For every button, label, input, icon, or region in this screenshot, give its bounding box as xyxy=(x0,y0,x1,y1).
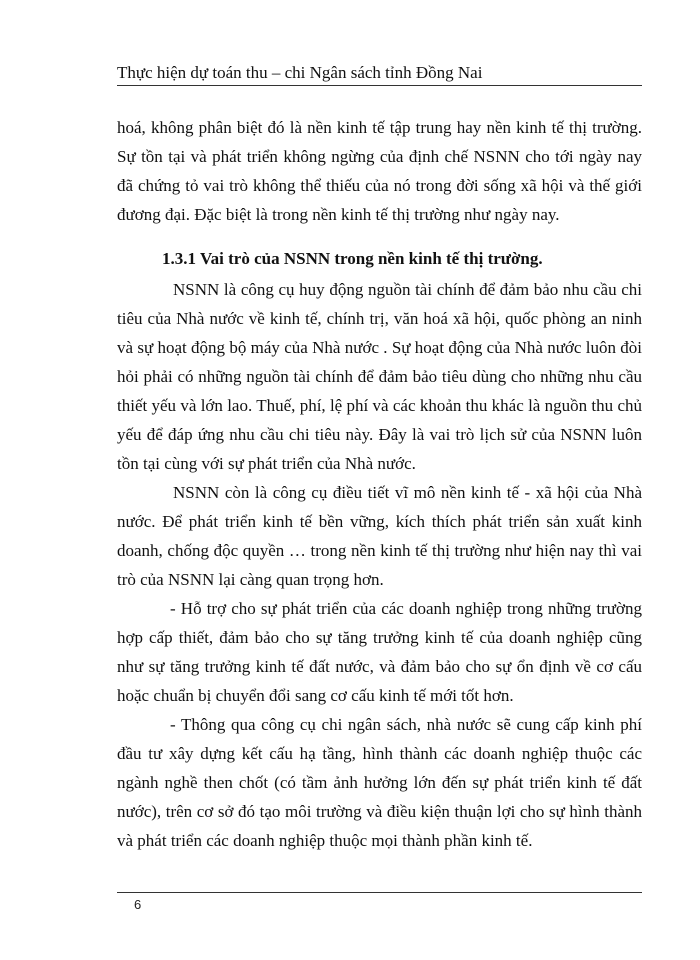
intro-paragraph: hoá, không phân biệt đó là nền kinh tế tập trung hay nền kinh tế thị trường. Sự tồn tại và phát triển không ngừng của định chế NSNN cho tới ngày nay đã chứng tỏ vai trò không thể thiếu của nó trong đời sống xã hội và thế giới đương đại. Đặc biệt là trong nền kinh tế thị trường như ngày nay. xyxy=(117,118,642,224)
page-number: 6 xyxy=(134,897,142,912)
bullet-item-infrastructure-investment: - Thông qua công cụ chi ngân sách, nhà nước sẽ cung cấp kinh phí đầu tư xây dựng kết cấu hạ tầng, hình thành các doanh nghiệp thuộc các ngành nghề then chốt (có tầm ảnh hưởng lớn đến sự phát triển kinh tế đất nước), trên cơ sở đó tạo môi trường và điều kiện thuận lợi cho sự hình thành và phát triển các doanh nghiệp thuộc mọi thành phần kinh tế. xyxy=(117,715,642,850)
intro-block xyxy=(117,113,642,229)
section-body xyxy=(117,275,642,855)
section-heading: 1.3.1 Vai trò của NSNN trong nền kinh tế thị trường. xyxy=(162,249,543,268)
page-header-title: Thực hiện dự toán thu – chi Ngân sách tỉnh Đồng Nai xyxy=(117,63,483,82)
footer-divider xyxy=(117,892,642,893)
body-paragraph-role-financing: NSNN là công cụ huy động nguồn tài chính để đảm bảo nhu cầu chi tiêu của Nhà nước về kinh tế, chính trị, văn hoá xã hội, quốc phòng an ninh và sự hoạt động bộ máy của Nhà nước . Sự hoạt động của Nhà nước luôn đòi hỏi phải có những nguồn tài chính để đảm bảo tiêu dùng cho những nhu cầu thiết yếu và lớn lao. Thuế, phí, lệ phí và các khoản thu khác là nguồn thu chủ yếu để đáp ứng nhu cầu chi tiêu này. Đây là vai trò lịch sử của NSNN luôn tồn tại cùng với sự phát triển của Nhà nước. xyxy=(117,280,642,473)
bullet-item-support-enterprises: - Hỗ trợ cho sự phát triển của các doanh nghiệp trong những trường hợp cấp thiết, đảm bảo cho sự tăng trưởng kinh tế của doanh nghiệp cũng như sự tăng trưởng kinh tế đất nước, và đảm bảo cho sự ổn định về cơ cấu hoặc chuẩn bị chuyển đổi sang cơ cấu kinh tế mới tốt hơn. xyxy=(117,599,642,705)
body-paragraph-role-regulation: NSNN còn là công cụ điều tiết vĩ mô nền kinh tế - xã hội của Nhà nước. Để phát triển kinh tế bền vững, kích thích phát triển sản xuất kinh doanh, chống độc quyền … trong nền kinh tế thị trường như hiện nay thì vai trò của NSNN lại càng quan trọng hơn. xyxy=(117,483,642,589)
header-divider xyxy=(117,85,642,86)
